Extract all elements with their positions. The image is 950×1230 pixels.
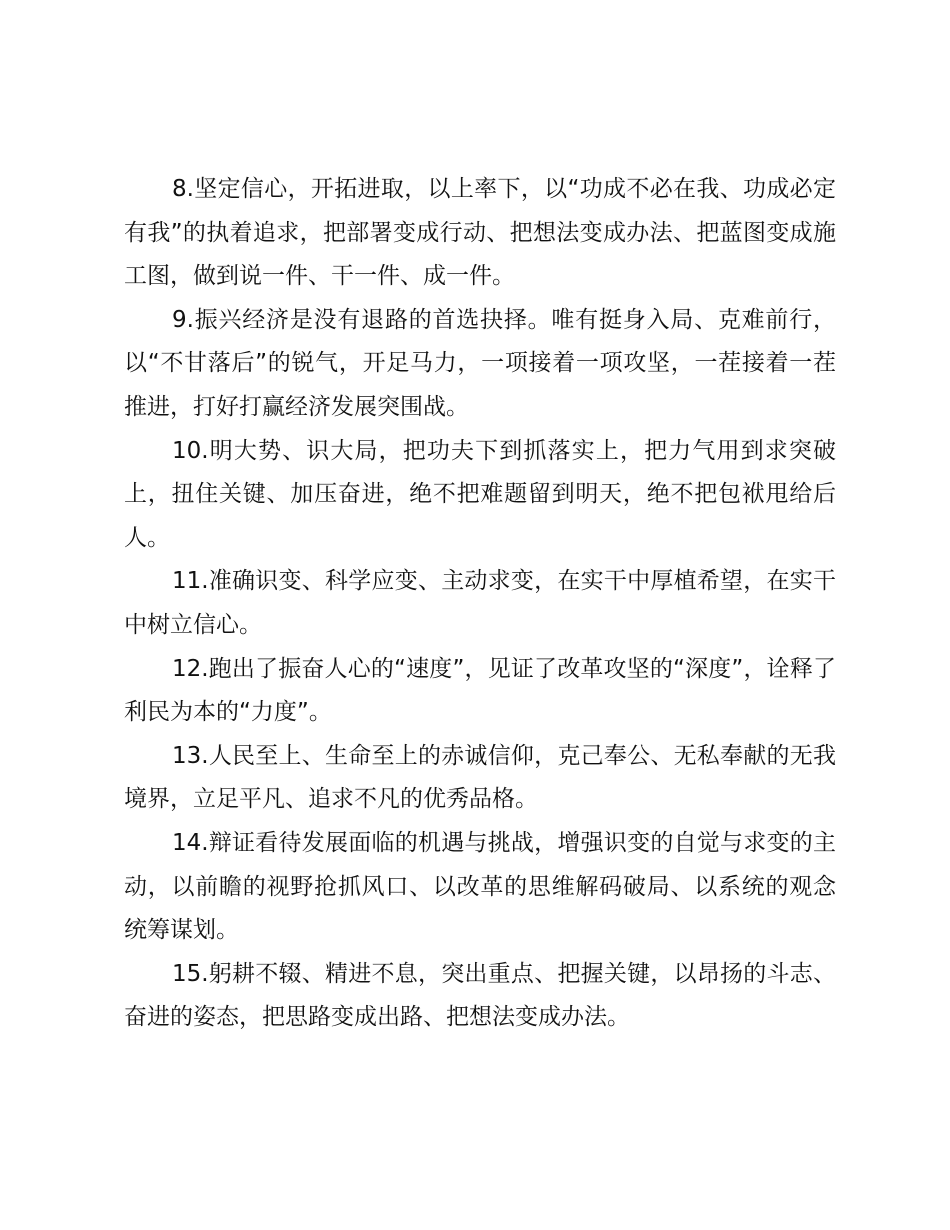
paragraph-9: 9.振兴经济是没有退路的首选抉择。唯有挺身入局、克难前行，以“不甘落后”的锐气，开足马力，一项接着一项攻坚，一茬接着一茬推进，打好打赢经济发展突围战。	[124, 306, 836, 420]
paragraph-8: 8.坚定信心，开拓进取，以上率下，以“功成不必在我、功成必定有我”的执着追求，把部署变成行动、把想法变成办法、把蓝图变成施工图，做到说一件、干一件、成一件。	[124, 176, 836, 290]
paragraph-15: 15.躬耕不辍、精进不息，突出重点、把握关键，以昂扬的斗志、奋进的姿态，把思路变成出路、把想法变成办法。	[124, 960, 836, 1031]
document-body	[124, 168, 836, 1040]
paragraph-13: 13.人民至上、生命至上的赤诚信仰，克己奉公、无私奉献的无我境界，立足平凡、追求不凡的优秀品格。	[124, 742, 836, 813]
paragraph-14: 14.辩证看待发展面临的机遇与挑战，增强识变的自觉与求变的主动，以前瞻的视野抢抓风口、以改革的思维解码破局、以系统的观念统筹谋划。	[124, 829, 836, 944]
paragraph-11: 11.准确识变、科学应变、主动求变，在实干中厚植希望，在实干中树立信心。	[124, 568, 836, 638]
paragraph-12: 12.跑出了振奋人心的“速度”，见证了改革攻坚的“深度”，诠释了利民为本的“力度”。	[124, 655, 836, 726]
paragraph-10: 10.明大势、识大局，把功夫下到抓落实上，把力气用到求突破上，扭住关键、加压奋进，绝不把难题留到明天，绝不把包袱甩给后人。	[124, 437, 836, 551]
